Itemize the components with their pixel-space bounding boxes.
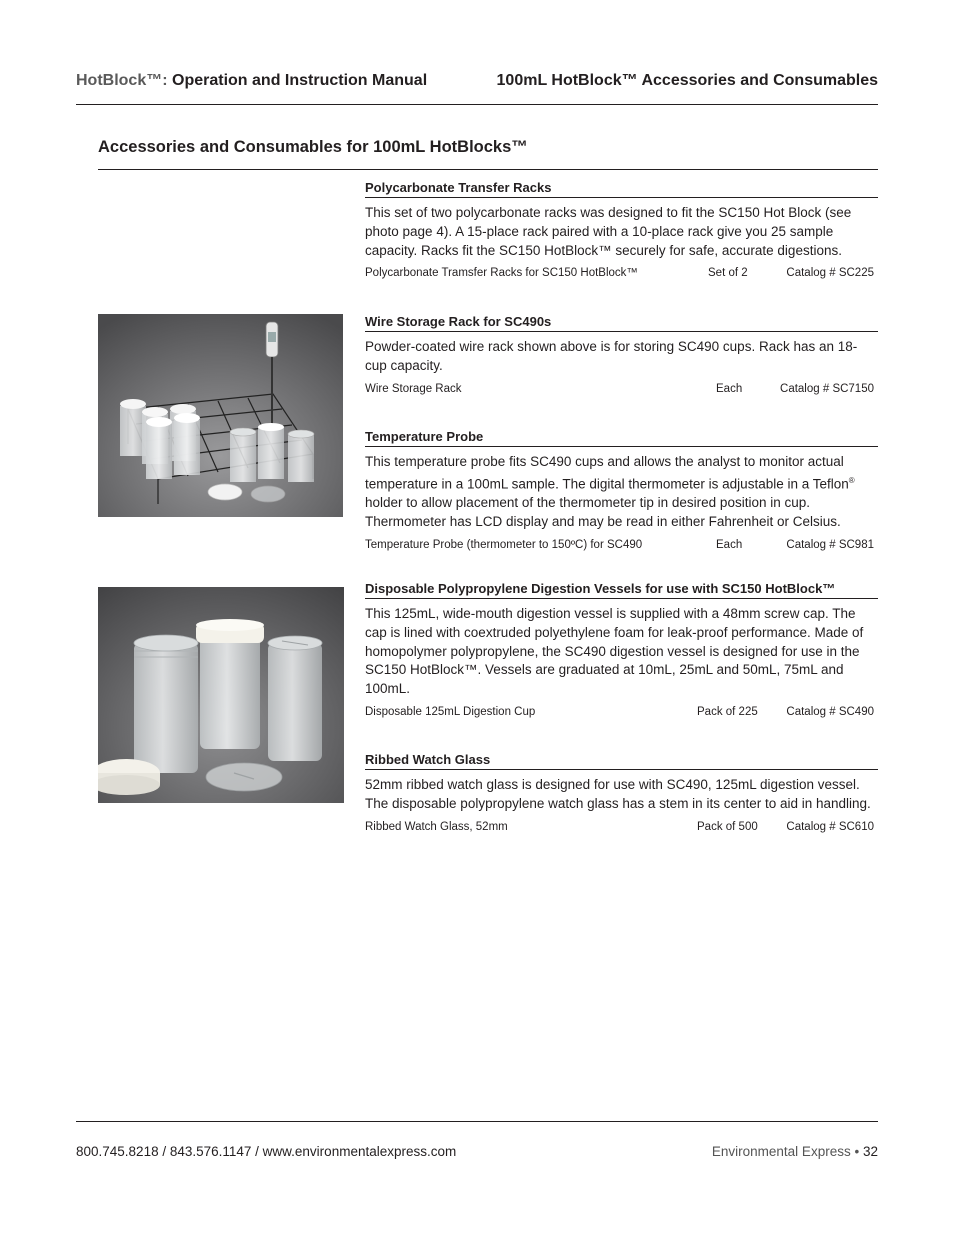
section-title: Accessories and Consumables for 100mL HotBlocks™ [98, 138, 528, 156]
catalog-number: Catalog # SC225 [786, 267, 874, 280]
catalog-line [365, 383, 878, 399]
item-wire-storage-rack [365, 314, 878, 399]
catalog-line [365, 821, 878, 837]
item-title: Ribbed Watch Glass [365, 752, 878, 770]
catalog-product-note: (thermometer to 150ºC) for SC490 [463, 538, 643, 551]
section-rule [98, 169, 878, 170]
catalog-product-name: Ribbed Watch Glass, 52mm [365, 820, 508, 833]
catalog-product-name: Polycarbonate Tramsfer Racks for SC150 HotBlock™ [365, 267, 638, 280]
catalog-number: Catalog # SC981 [786, 538, 874, 551]
catalog-quantity: Pack of 225 [697, 705, 758, 718]
item-description: Powder-coated wire rack shown above is for storing SC490 cups. Rack has an 18-cup capacity. [365, 339, 858, 373]
item-title: Temperature Probe [365, 429, 878, 447]
item-disposable-digestion-vessels [365, 581, 878, 722]
item-description: This 125mL, wide-mouth digestion vessel is supplied with a 48mm screw cap. The cap is lined with coextruded polyethylene foam for leak-proof performance. Made of homopolymer polypropylene, the SC490 digestion vessel is designed for use in the SC150 HotBlock™. Vessels are graduated at 10mL, 25mL and 50mL, 75mL and 100mL. [365, 606, 864, 697]
catalog-number: Catalog # SC7150 [780, 382, 874, 395]
item-title: Polycarbonate Transfer Racks [365, 180, 878, 198]
wire-rack-photo [98, 314, 343, 517]
item-description-part: This temperature probe fits SC490 cups and allows the analyst to monitor actual temperature in a 100mL sample. The digital thermometer is adjustable in a Teflon [365, 454, 849, 492]
catalog-line [365, 539, 878, 555]
catalog-quantity: Set of 2 [708, 267, 748, 280]
header-brand: HotBlock™: [76, 72, 168, 89]
catalog-quantity: Each [716, 538, 743, 551]
item-description: This set of two polycarbonate racks was designed to fit the SC150 Hot Block (see photo page 4). A 15-place rack paired with a 10-place rack give you 25 sample capacity. Racks fit the SC150 HotBlock™ securely for safe, accurate digestions. [365, 205, 852, 258]
digestion-vessels-photo [98, 587, 344, 803]
item-description-part: holder to allow placement of the thermometer tip in desired position in cup. Thermometer has LCD display and may be read in either Fahrenheit or Celsius. [365, 495, 841, 529]
page-number: 32 [862, 1144, 878, 1159]
catalog-line [365, 706, 878, 722]
header-chapter-title: 100mL HotBlock™ Accessories and Consumables [496, 72, 878, 89]
footer-rule [76, 1121, 878, 1122]
catalog-line [365, 267, 878, 283]
header-rule [76, 104, 878, 105]
footer-separator: • [854, 1144, 860, 1159]
catalog-product-name: Disposable 125mL Digestion Cup [365, 705, 536, 718]
catalog-quantity: Each [716, 382, 743, 395]
item-description [365, 453, 878, 532]
footer-page-info [712, 1144, 878, 1159]
item-ribbed-watch-glass [365, 752, 878, 837]
catalog-number: Catalog # SC490 [786, 705, 874, 718]
header-manual-name: Operation and Instruction Manual [172, 72, 428, 89]
item-temperature-probe [365, 429, 878, 555]
item-title: Disposable Polypropylene Digestion Vessels for use with SC150 HotBlock™ [365, 581, 878, 599]
footer-contact: 800.745.8218 / 843.576.1147 / www.environmentalexpress.com [76, 1144, 457, 1159]
catalog-number: Catalog # SC610 [786, 820, 874, 833]
catalog-product-name [365, 539, 642, 551]
registered-mark: ® [848, 475, 855, 485]
item-title: Wire Storage Rack for SC490s [365, 314, 878, 332]
catalog-product-name: Wire Storage Rack [365, 382, 462, 395]
header-manual-title [76, 72, 427, 90]
item-polycarbonate-transfer-racks [365, 180, 878, 283]
item-description: 52mm ribbed watch glass is designed for use with SC490, 125mL digestion vessel. The disposable polypropylene watch glass has a stem in its center to aid in handling. [365, 777, 871, 811]
catalog-quantity: Pack of 500 [697, 820, 758, 833]
footer-company: Environmental Express [711, 1144, 851, 1159]
catalog-product-label: Temperature Probe [365, 538, 464, 551]
